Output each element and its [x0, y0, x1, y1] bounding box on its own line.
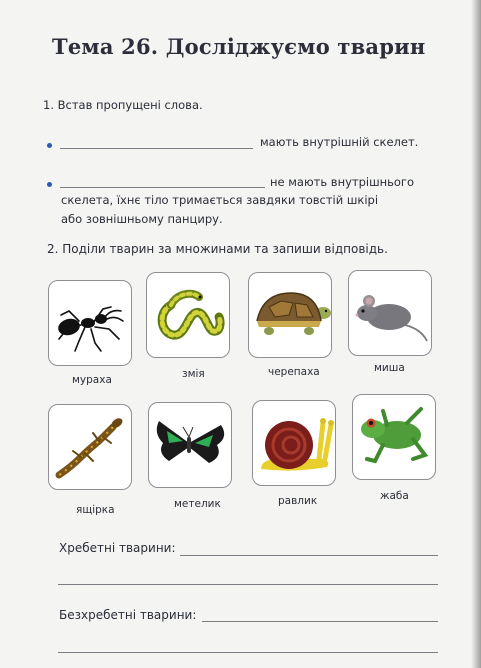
invertebrates-answer-line[interactable]: [202, 621, 438, 622]
bullet2-line2: скелета, їхнє тіло тримається завдяки товстій шкірі: [61, 193, 379, 207]
ant-icon: [49, 281, 131, 365]
lizard-icon: [49, 405, 131, 489]
animal-card-turtle: [248, 272, 332, 358]
bullet-1: [47, 143, 52, 148]
bullet1-text: мають внутрішній скелет.: [260, 135, 419, 149]
animal-card-snail: [252, 400, 336, 486]
bullet2-text: не мають внутрішнього: [270, 175, 415, 189]
snail-icon: [253, 401, 335, 485]
bullet-2: [47, 182, 52, 187]
vertebrates-answer-line-2[interactable]: [58, 584, 438, 585]
task1-heading: 1. Встав пропущені слова.: [43, 98, 203, 112]
animal-card-frog: [352, 394, 436, 480]
label-lizard: ящірка: [76, 504, 115, 516]
label-turtle: черепаха: [268, 366, 320, 378]
frog-icon: [353, 395, 435, 479]
mouse-icon: [349, 271, 431, 355]
animal-card-lizard: [48, 404, 132, 490]
label-snail: равлик: [278, 495, 318, 507]
vertebrates-label: Хребетні тварини:: [59, 541, 176, 555]
vertebrates-answer-line[interactable]: [180, 555, 438, 556]
page-edge-shadow: [471, 0, 481, 668]
animal-card-ant: [48, 280, 132, 366]
answer-line-1[interactable]: [60, 148, 253, 149]
answer-line-2[interactable]: [60, 187, 265, 188]
label-mouse: миша: [374, 362, 405, 374]
task2-heading: 2. Поділи тварин за множинами та запиши відповідь.: [47, 242, 388, 256]
label-frog: жаба: [380, 490, 409, 502]
butterfly-icon: [149, 403, 231, 487]
turtle-icon: [249, 273, 331, 357]
snake-icon: [147, 273, 229, 357]
invertebrates-answer-line-2[interactable]: [58, 652, 438, 653]
label-butterfly: метелик: [174, 498, 221, 510]
label-snake: змія: [182, 368, 205, 380]
bullet2-line3: або зовнішньому панциру.: [61, 212, 223, 226]
label-ant: мураха: [72, 374, 112, 386]
animal-card-butterfly: [148, 402, 232, 488]
invertebrates-label: Безхребетні тварини:: [59, 608, 197, 622]
animal-card-snake: [146, 272, 230, 358]
page-title: Тема 26. Досліджуємо тварин: [52, 34, 426, 59]
animal-card-mouse: [348, 270, 432, 356]
